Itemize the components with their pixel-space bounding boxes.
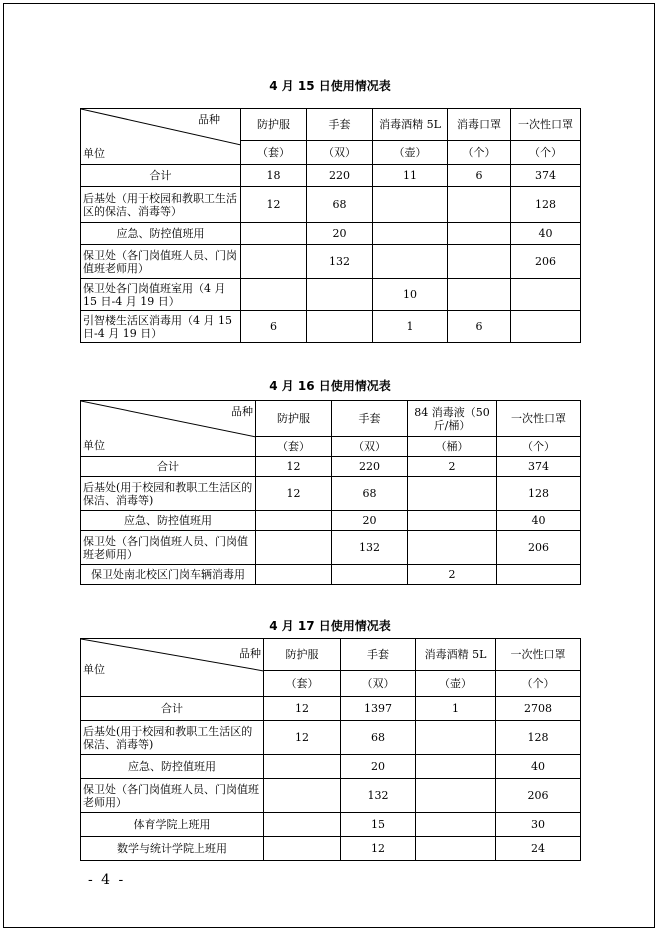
unit-cell: （个） xyxy=(448,141,511,165)
row-label: 保卫处各门岗值班室用（4 月 15 日-4 月 19 日） xyxy=(81,279,241,311)
data-cell: 68 xyxy=(332,477,408,511)
data-cell: 132 xyxy=(332,531,408,565)
corner-bottom-label: 单位 xyxy=(83,439,105,452)
data-cell: 1397 xyxy=(341,697,416,721)
data-cell: 374 xyxy=(511,165,581,187)
corner-bottom-label: 单位 xyxy=(83,663,105,676)
table-title: 4 月 17 日使用情况表 xyxy=(269,619,391,633)
data-cell xyxy=(256,511,332,531)
data-cell xyxy=(241,223,307,245)
data-cell xyxy=(241,279,307,311)
data-cell xyxy=(264,779,341,813)
table-row xyxy=(81,697,581,721)
data-cell xyxy=(448,187,511,223)
header-cell: 防护服 xyxy=(241,109,307,141)
row-label: 合计 xyxy=(81,165,241,187)
unit-cell: （桶） xyxy=(408,437,497,457)
table-row xyxy=(81,755,581,779)
data-cell xyxy=(264,837,341,861)
table-row xyxy=(81,457,581,477)
data-cell xyxy=(416,779,496,813)
table-row xyxy=(81,837,581,861)
table-title: 4 月 16 日使用情况表 xyxy=(269,379,391,393)
table-row xyxy=(81,721,581,755)
data-cell: 15 xyxy=(341,813,416,837)
data-cell xyxy=(511,279,581,311)
row-label: 应急、防控值班用 xyxy=(81,223,241,245)
data-cell xyxy=(448,223,511,245)
table-title: 4 月 15 日使用情况表 xyxy=(269,79,391,93)
data-cell: 132 xyxy=(341,779,416,813)
usage-table-apr17 xyxy=(80,638,581,861)
corner-top-label: 品种 xyxy=(239,647,261,660)
data-cell xyxy=(408,477,497,511)
table-row xyxy=(81,245,581,279)
data-cell: 206 xyxy=(511,245,581,279)
corner-top-label: 品种 xyxy=(198,113,220,126)
corner-top-label: 品种 xyxy=(231,405,253,418)
data-cell: 12 xyxy=(256,457,332,477)
data-cell xyxy=(264,755,341,779)
data-cell: 20 xyxy=(332,511,408,531)
data-cell: 12 xyxy=(256,477,332,511)
unit-cell: （个） xyxy=(497,437,581,457)
row-label: 保卫处（各门岗值班人员、门岗值班老师用） xyxy=(81,779,264,813)
data-cell: 68 xyxy=(341,721,416,755)
data-cell: 1 xyxy=(416,697,496,721)
data-cell xyxy=(307,311,373,343)
unit-cell: （个） xyxy=(496,671,581,697)
data-cell: 12 xyxy=(341,837,416,861)
row-label: 后基处（用于校园和教职工生活区的保洁、消毒等） xyxy=(81,187,241,223)
data-cell xyxy=(256,565,332,585)
data-cell: 24 xyxy=(496,837,581,861)
data-cell: 128 xyxy=(511,187,581,223)
data-cell: 40 xyxy=(497,511,581,531)
row-label: 合计 xyxy=(81,457,256,477)
header-cell: 一次性口罩 xyxy=(496,639,581,671)
header-cell: 手套 xyxy=(332,401,408,437)
data-cell xyxy=(373,245,448,279)
usage-table-apr15 xyxy=(80,108,581,343)
row-label: 体育学院上班用 xyxy=(81,813,264,837)
unit-cell: （套） xyxy=(256,437,332,457)
data-cell xyxy=(497,565,581,585)
data-cell: 68 xyxy=(307,187,373,223)
row-label: 保卫处（各门岗值班人员、门岗值班老师用） xyxy=(81,531,256,565)
table-apr17-section xyxy=(80,618,581,861)
data-cell: 2 xyxy=(408,457,497,477)
row-label: 应急、防控值班用 xyxy=(81,511,256,531)
data-cell xyxy=(256,531,332,565)
unit-cell: （双） xyxy=(332,437,408,457)
data-cell: 30 xyxy=(496,813,581,837)
header-cell: 手套 xyxy=(307,109,373,141)
data-cell: 12 xyxy=(264,697,341,721)
row-label: 后基处(用于校园和教职工生活区的保洁、消毒等) xyxy=(81,477,256,511)
data-cell: 40 xyxy=(496,755,581,779)
data-cell xyxy=(373,223,448,245)
data-cell xyxy=(416,721,496,755)
table-row xyxy=(81,511,581,531)
header-cell: 84 消毒液（50 斤/桶） xyxy=(408,401,497,437)
unit-cell: （套） xyxy=(241,141,307,165)
data-cell xyxy=(373,187,448,223)
table-row xyxy=(81,223,581,245)
data-cell: 128 xyxy=(496,721,581,755)
table-row xyxy=(81,187,581,223)
row-label: 数学与统计学院上班用 xyxy=(81,837,264,861)
corner-header xyxy=(81,401,256,457)
data-cell xyxy=(416,837,496,861)
header-cell: 消毒口罩 xyxy=(448,109,511,141)
data-cell: 206 xyxy=(496,779,581,813)
usage-table-apr16 xyxy=(80,400,581,585)
data-cell: 11 xyxy=(373,165,448,187)
table-row xyxy=(81,531,581,565)
row-label: 保卫处（各门岗值班人员、门岗值班老师用） xyxy=(81,245,241,279)
unit-cell: （双） xyxy=(307,141,373,165)
table-apr16-section xyxy=(80,378,581,585)
table-row xyxy=(81,165,581,187)
unit-cell: （壶） xyxy=(416,671,496,697)
data-cell: 206 xyxy=(497,531,581,565)
data-cell xyxy=(416,755,496,779)
data-cell: 20 xyxy=(341,755,416,779)
data-cell: 10 xyxy=(373,279,448,311)
header-cell: 消毒酒精 5L xyxy=(373,109,448,141)
row-label: 合计 xyxy=(81,697,264,721)
table-row xyxy=(81,813,581,837)
unit-cell: （壶） xyxy=(373,141,448,165)
data-cell xyxy=(511,311,581,343)
data-cell: 6 xyxy=(241,311,307,343)
table-row xyxy=(81,477,581,511)
header-cell: 消毒酒精 5L xyxy=(416,639,496,671)
data-cell xyxy=(241,245,307,279)
table-row xyxy=(81,565,581,585)
row-label: 引智楼生活区消毒用（4 月 15 日-4 月 19 日） xyxy=(81,311,241,343)
header-cell: 一次性口罩 xyxy=(511,109,581,141)
data-cell xyxy=(332,565,408,585)
data-cell: 1 xyxy=(373,311,448,343)
data-cell: 128 xyxy=(497,477,581,511)
data-cell: 374 xyxy=(497,457,581,477)
data-cell: 6 xyxy=(448,165,511,187)
header-cell: 一次性口罩 xyxy=(497,401,581,437)
data-cell xyxy=(264,813,341,837)
header-cell: 防护服 xyxy=(256,401,332,437)
corner-header xyxy=(81,109,241,165)
unit-cell: （双） xyxy=(341,671,416,697)
data-cell: 2 xyxy=(408,565,497,585)
data-cell: 12 xyxy=(264,721,341,755)
data-cell: 220 xyxy=(332,457,408,477)
data-cell: 220 xyxy=(307,165,373,187)
data-cell: 20 xyxy=(307,223,373,245)
corner-header xyxy=(81,639,264,697)
row-label: 应急、防控值班用 xyxy=(81,755,264,779)
row-label: 后基处(用于校园和教职工生活区的保洁、消毒等) xyxy=(81,721,264,755)
data-cell xyxy=(408,531,497,565)
data-cell xyxy=(448,245,511,279)
data-cell xyxy=(448,279,511,311)
data-cell: 2708 xyxy=(496,697,581,721)
header-cell: 手套 xyxy=(341,639,416,671)
header-cell: 防护服 xyxy=(264,639,341,671)
data-cell xyxy=(408,511,497,531)
data-cell: 18 xyxy=(241,165,307,187)
table-row xyxy=(81,779,581,813)
data-cell: 6 xyxy=(448,311,511,343)
data-cell xyxy=(416,813,496,837)
corner-bottom-label: 单位 xyxy=(83,147,105,160)
unit-cell: （套） xyxy=(264,671,341,697)
row-label: 保卫处南北校区门岗车辆消毒用 xyxy=(81,565,256,585)
unit-cell: （个） xyxy=(511,141,581,165)
data-cell xyxy=(307,279,373,311)
data-cell: 40 xyxy=(511,223,581,245)
data-cell: 12 xyxy=(241,187,307,223)
table-apr15-section xyxy=(80,78,581,343)
data-cell: 132 xyxy=(307,245,373,279)
table-row xyxy=(81,279,581,311)
table-row xyxy=(81,311,581,343)
page-number: - 4 - xyxy=(88,872,126,888)
